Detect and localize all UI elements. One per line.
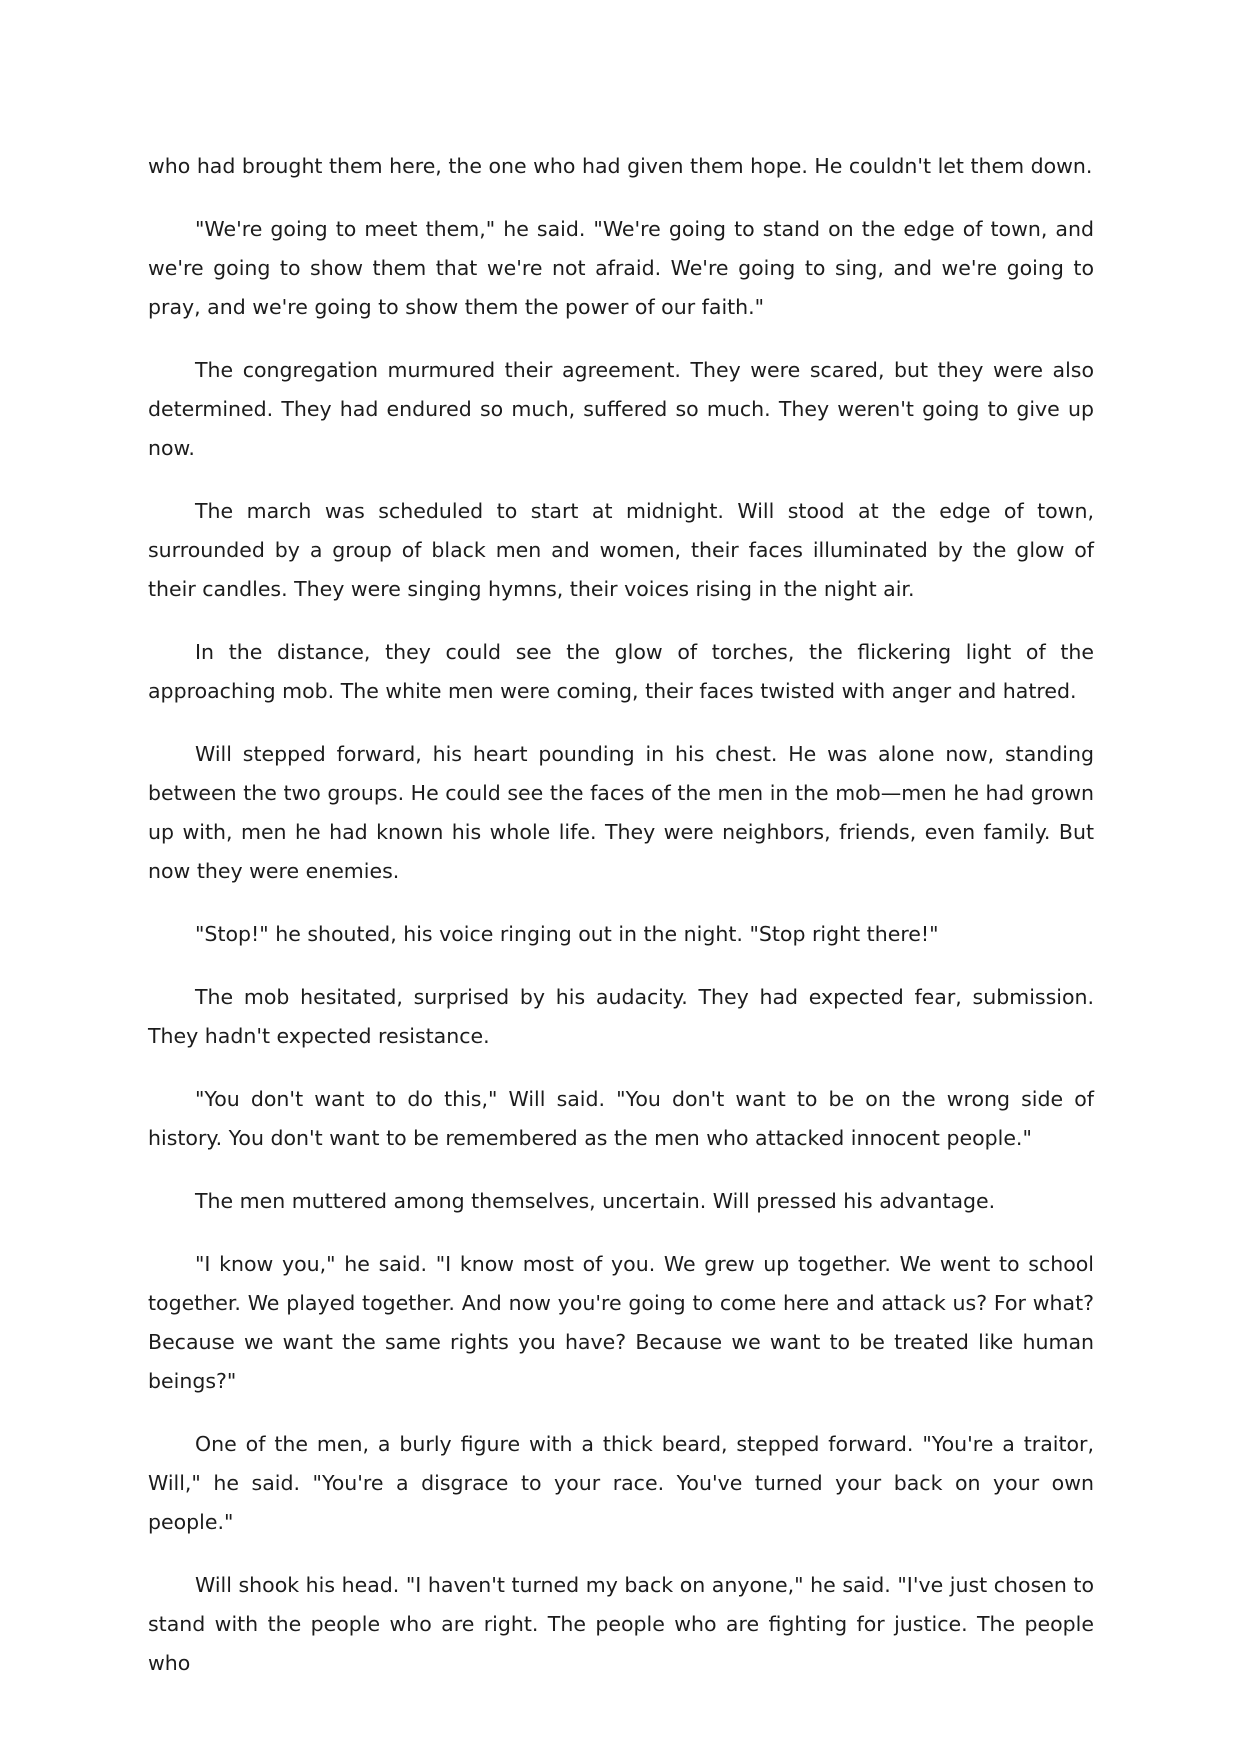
paragraph-4: The march was scheduled to start at midnight. Will stood at the edge of town, surrounded by a group of black men and women, their faces illuminated by the glow of their candles. They were singing hymns, their voices rising in the night air. bbox=[148, 499, 1094, 601]
paragraph-1: who had brought them here, the one who had given them hope. He couldn't let them down. bbox=[148, 154, 1093, 178]
paragraph-10: The men muttered among themselves, uncertain. Will pressed his advantage. bbox=[195, 1189, 996, 1213]
paragraph-2: "We're going to meet them," he said. "We're going to stand on the edge of town, and we're going to show them that we're not afraid. We're going to sing, and we're going to pray, and we're going to show them the power of our faith." bbox=[148, 217, 1094, 319]
paragraph-3: The congregation murmured their agreement. They were scared, but they were also determined. They had endured so much, suffered so much. They weren't going to give up now. bbox=[148, 358, 1094, 460]
paragraph-6: Will stepped forward, his heart pounding in his chest. He was alone now, standing between the two groups. He could see the faces of the men in the mob—men he had grown up with, men he had known his whole life. They were neighbors, friends, even family. But now they were enemies. bbox=[148, 742, 1094, 883]
paragraph-8: The mob hesitated, surprised by his audacity. They had expected fear, submission. They hadn't expected resistance. bbox=[148, 985, 1094, 1048]
document-page bbox=[148, 147, 1094, 1683]
paragraph-7: "Stop!" he shouted, his voice ringing out in the night. "Stop right there!" bbox=[195, 922, 939, 946]
paragraph-13: Will shook his head. "I haven't turned my back on anyone," he said. "I've just chosen to stand with the people who are right. The people who are fighting for justice. The people who bbox=[148, 1573, 1094, 1675]
paragraph-9: "You don't want to do this," Will said. "You don't want to be on the wrong side of history. You don't want to be remembered as the men who attacked innocent people." bbox=[148, 1087, 1094, 1150]
paragraph-11: "I know you," he said. "I know most of you. We grew up together. We went to school together. We played together. And now you're going to come here and attack us? For what? Because we want the same rights you have? Because we want to be treated like human beings?" bbox=[148, 1252, 1094, 1393]
paragraph-12: One of the men, a burly figure with a thick beard, stepped forward. "You're a traitor, Will," he said. "You're a disgrace to your race. You've turned your back on your own people." bbox=[148, 1432, 1094, 1534]
paragraph-5: In the distance, they could see the glow of torches, the flickering light of the approaching mob. The white men were coming, their faces twisted with anger and hatred. bbox=[148, 640, 1094, 703]
